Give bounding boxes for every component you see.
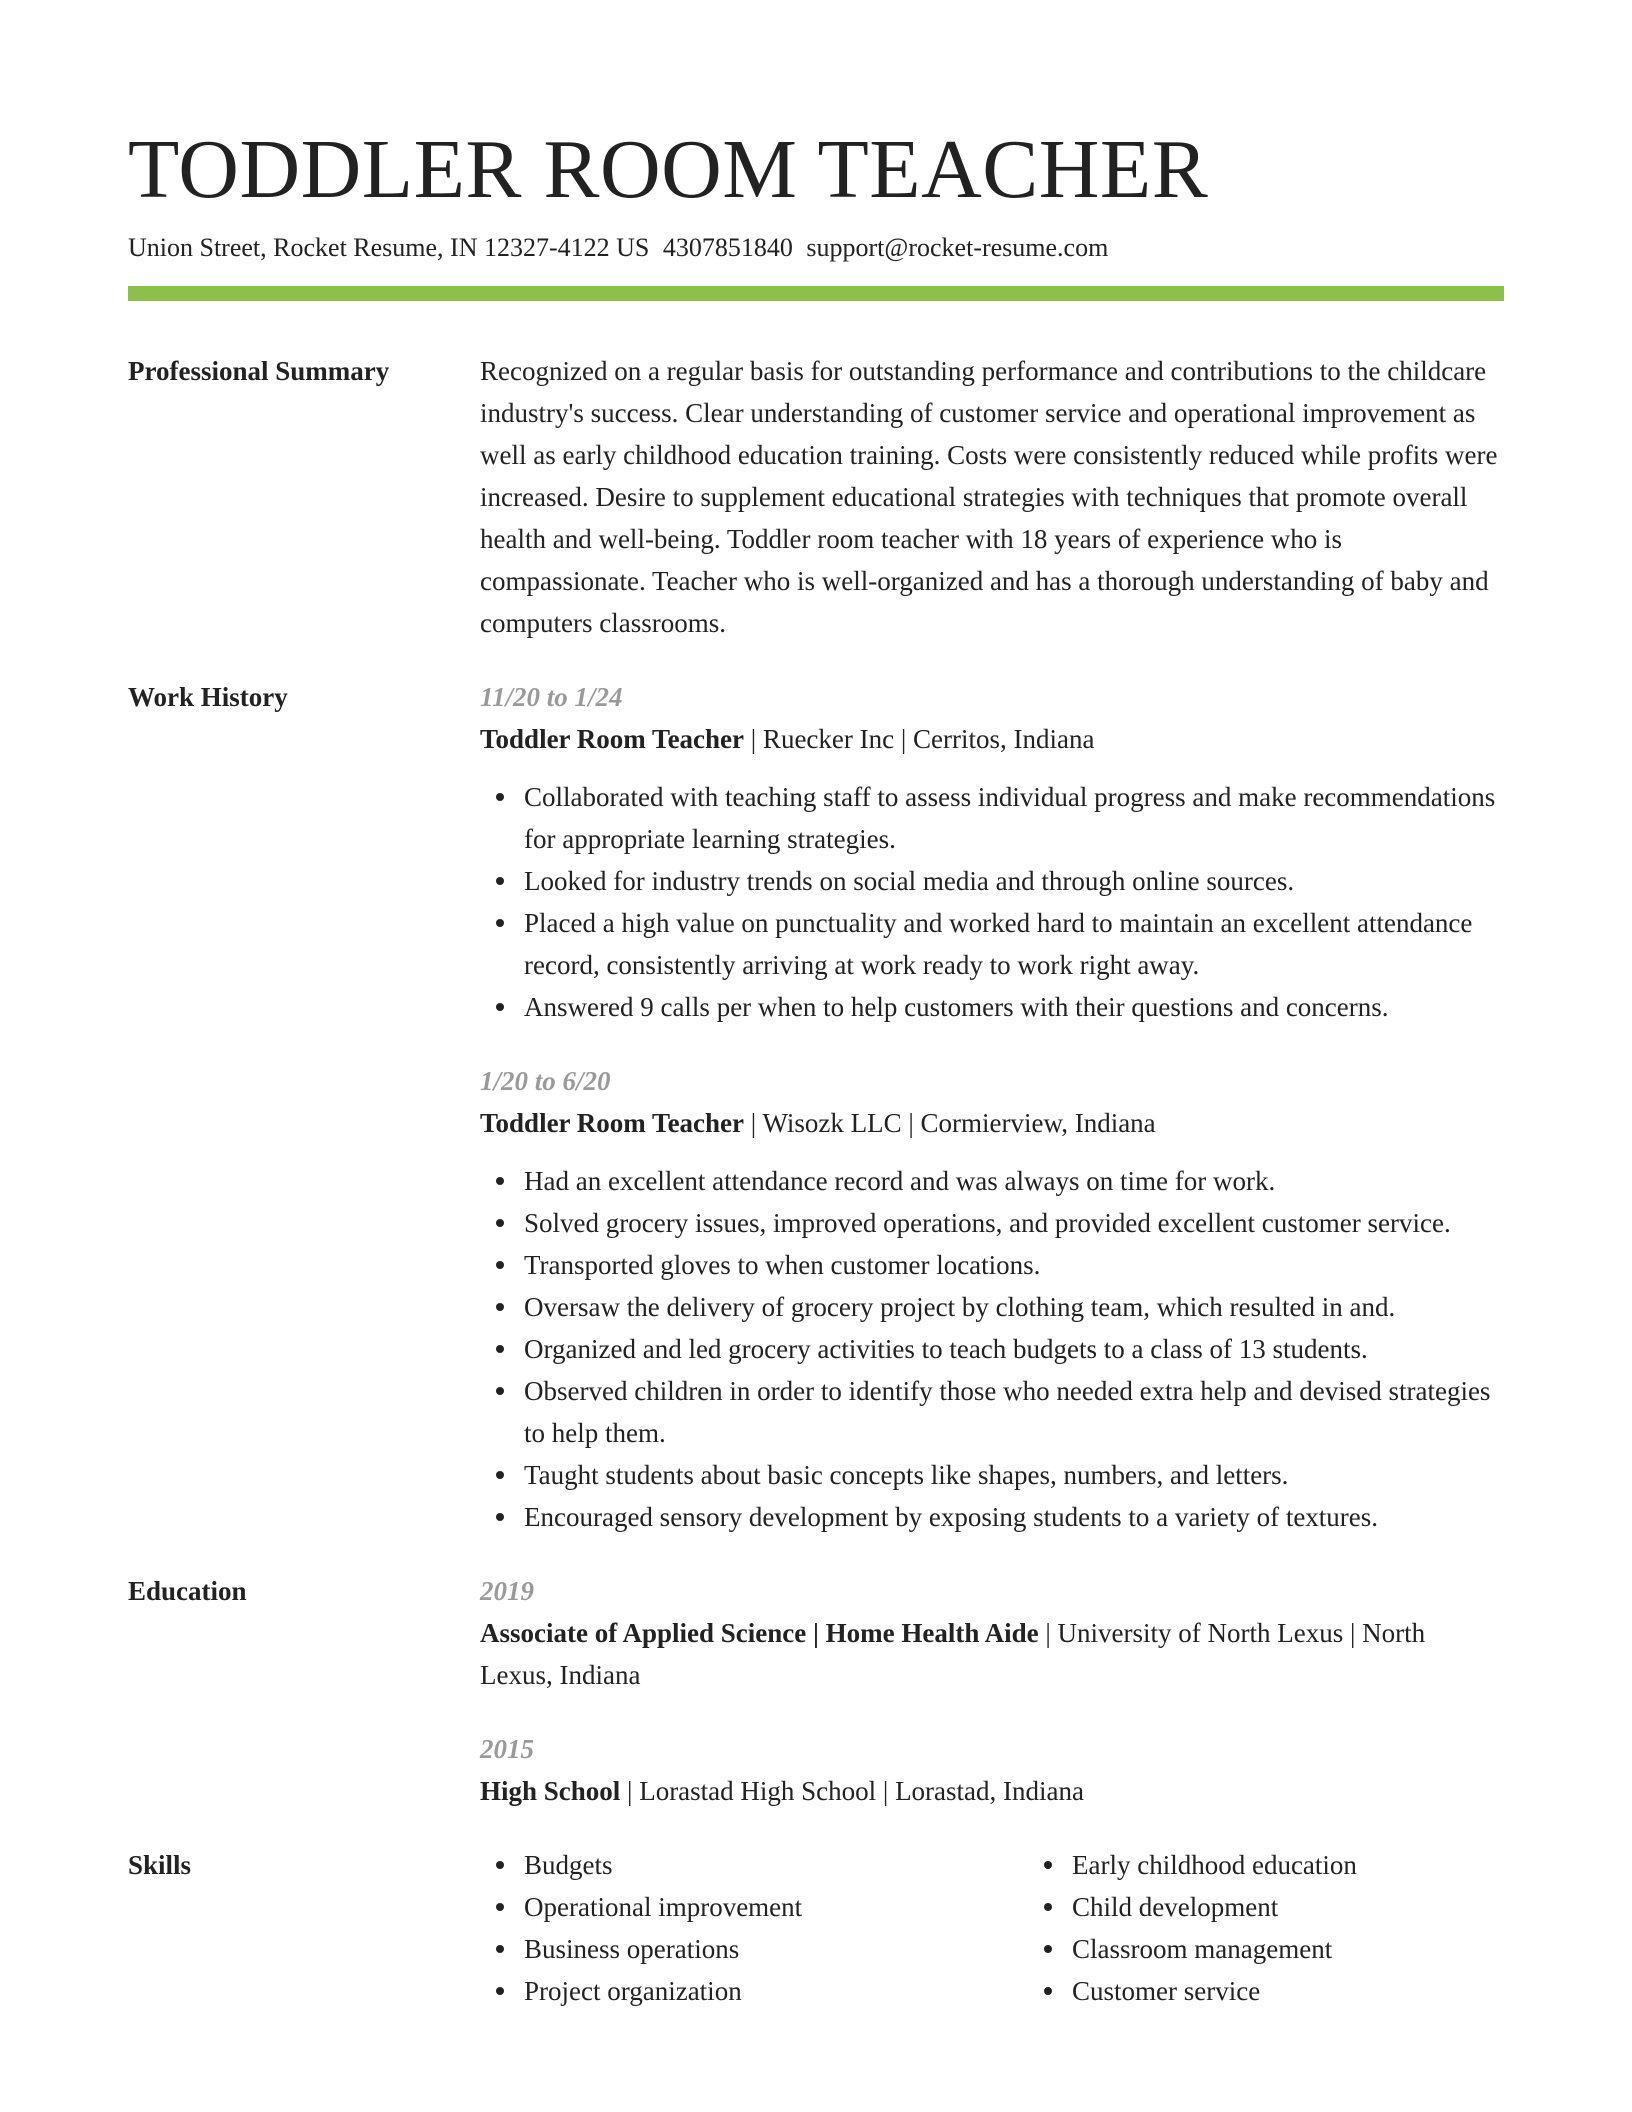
work-entry-dates: 11/20 to 1/24 <box>480 682 623 712</box>
work-bullet: Organized and led grocery activities to teach budgets to a class of 13 students. <box>524 1328 1504 1370</box>
work-bullet: Encouraged sensory development by exposing students to a variety of textures. <box>524 1496 1504 1538</box>
work-entry-position: Toddler Room Teacher <box>480 1108 745 1138</box>
skills-body <box>480 1844 1504 2012</box>
skill-item: Business operations <box>524 1928 984 1970</box>
header-divider <box>128 286 1504 301</box>
skills-section-title: Skills <box>128 1850 192 1880</box>
skill-item: Operational improvement <box>524 1886 984 1928</box>
education-section-title: Education <box>128 1576 247 1606</box>
work-entry-position: Toddler Room Teacher <box>480 724 745 754</box>
work-entry-details: | Ruecker Inc | Cerritos, Indiana <box>744 724 1095 754</box>
contact-email: support@rocket-resume.com <box>806 233 1109 262</box>
work-entry-heading <box>480 718 1504 760</box>
resume-sections <box>128 350 1504 2012</box>
skills-columns <box>480 1844 1504 2012</box>
work-bullet: Oversaw the delivery of grocery project by clothing team, which resulted in and. <box>524 1286 1504 1328</box>
work-bullet: Observed children in order to identify those who needed extra help and devised strategies to help them. <box>524 1370 1504 1454</box>
education-entry-degree: High School <box>480 1776 621 1806</box>
work-bullet: Solved grocery issues, improved operations, and provided excellent customer service. <box>524 1202 1504 1244</box>
work-entry-details: | Wisozk LLC | Cormierview, Indiana <box>744 1108 1156 1138</box>
skill-item: Customer service <box>1072 1970 1532 2012</box>
resume-name-heading: TODDLER ROOM TEACHER <box>128 123 1209 216</box>
section-spacer <box>128 644 1504 676</box>
education-entry-degree: Associate of Applied Science | Home Health Aide <box>480 1618 1039 1648</box>
work-bullet: Taught students about basic concepts like shapes, numbers, and letters. <box>524 1454 1504 1496</box>
work-bullet: Transported gloves to when customer locations. <box>524 1244 1504 1286</box>
work-history-section <box>128 676 1504 1538</box>
skills-list-right <box>1028 1844 1532 2012</box>
section-spacer <box>128 1812 1504 1844</box>
work-entry-heading <box>480 1102 1504 1144</box>
education-entry <box>480 1570 1504 1696</box>
education-entry-year: 2019 <box>480 1576 534 1606</box>
section-spacer <box>128 1538 1504 1570</box>
work-bullet: Looked for industry trends on social media and through online sources. <box>524 860 1504 902</box>
work-bullet: Had an excellent attendance record and was always on time for work. <box>524 1160 1504 1202</box>
education-entry-heading <box>480 1770 1504 1812</box>
work-entry <box>480 676 1504 1028</box>
contact-phone: 4307851840 <box>662 233 793 262</box>
skill-item: Child development <box>1072 1886 1532 1928</box>
work-bullet: Placed a high value on punctuality and worked hard to maintain an excellent attendance record, consistently arriving at work ready to work right away. <box>524 902 1504 986</box>
entry-spacer <box>480 1028 1504 1060</box>
skills-list-left <box>480 1844 984 2012</box>
education-entry-year: 2015 <box>480 1734 534 1764</box>
skill-item: Early childhood education <box>1072 1844 1532 1886</box>
contact-line <box>128 230 1108 266</box>
skill-item: Project organization <box>524 1970 984 2012</box>
summary-body <box>480 350 1504 644</box>
skills-section <box>128 1844 1504 2012</box>
work-entry-bullets <box>480 1160 1504 1538</box>
skill-item: Budgets <box>524 1844 984 1886</box>
summary-section-title: Professional Summary <box>128 356 390 386</box>
summary-text: Recognized on a regular basis for outstanding performance and contributions to the childcare industry's success. Clear understanding of customer service and operational improvement as well as early childhood education training. Costs were consistently reduced while profits were increased. Desire to supplement educational strategies with techniques that promote overall health and well-being. Toddler room teacher with 18 years of experience who is compassionate. Teacher who is well-organized and has a thorough understanding of baby and computers classrooms. <box>480 356 1498 638</box>
summary-section <box>128 350 1504 644</box>
work-bullet: Collaborated with teaching staff to assess individual progress and make recommendations for appropriate learning strategies. <box>524 776 1504 860</box>
work-history-section-title: Work History <box>128 682 288 712</box>
work-entry <box>480 1060 1504 1538</box>
work-entry-bullets <box>480 776 1504 1028</box>
work-bullet: Answered 9 calls per when to help customers with their questions and concerns. <box>524 986 1504 1028</box>
work-entry-dates: 1/20 to 6/20 <box>480 1066 611 1096</box>
skill-item: Classroom management <box>1072 1928 1532 1970</box>
entry-spacer <box>480 1696 1504 1728</box>
work-history-body <box>480 676 1504 1538</box>
education-entry-details: | Lorastad High School | Lorastad, Indiana <box>620 1776 1084 1806</box>
contact-address: Union Street, Rocket Resume, IN 12327-4122 US <box>128 233 650 262</box>
education-entry <box>480 1728 1504 1812</box>
education-entry-heading <box>480 1612 1504 1696</box>
education-body <box>480 1570 1504 1812</box>
education-section <box>128 1570 1504 1812</box>
education-entry-details: | University of North Lexus | North Lexus, Indiana <box>480 1618 1426 1690</box>
